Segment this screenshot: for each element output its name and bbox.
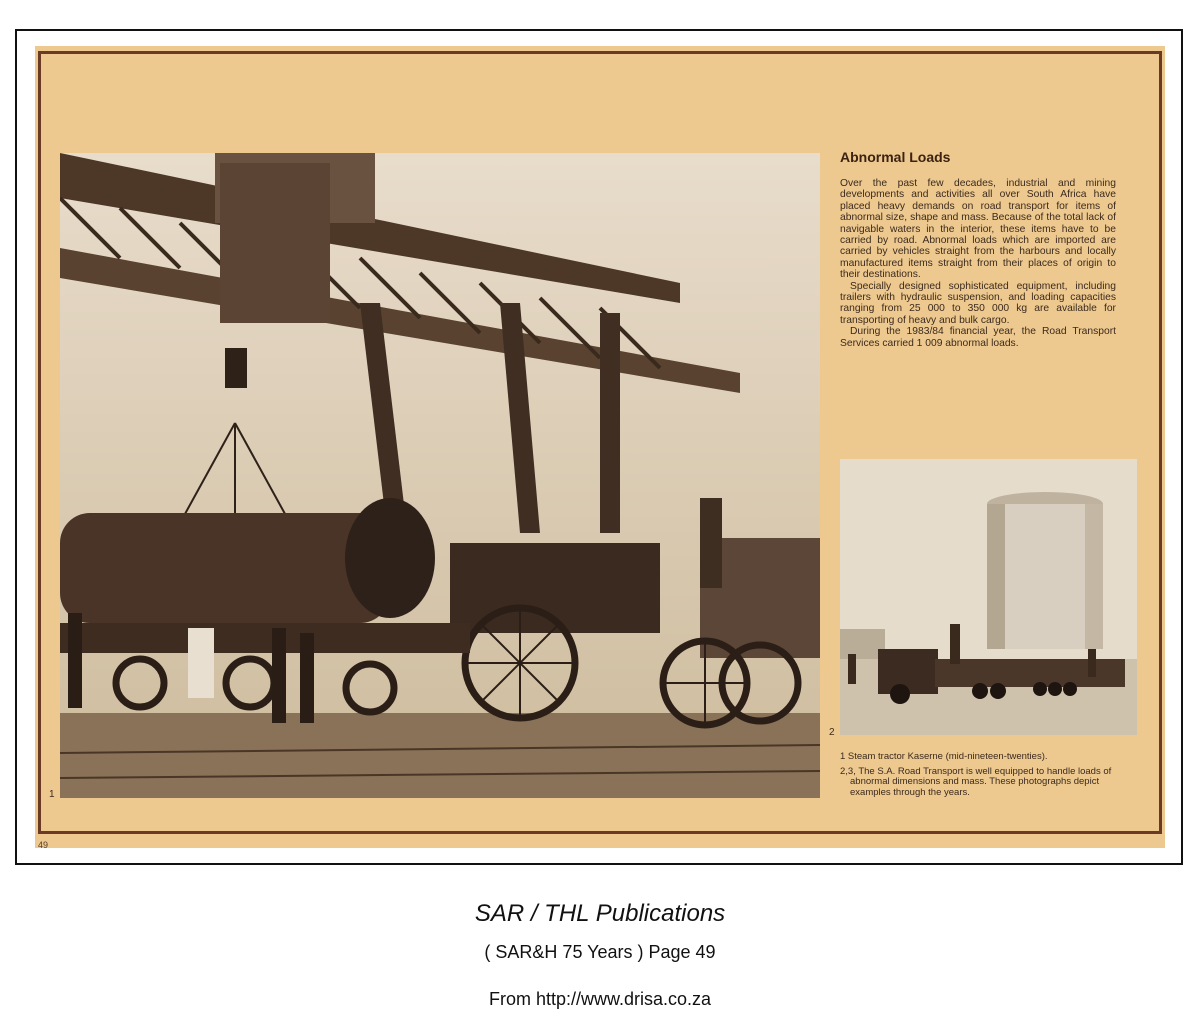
figure-number-2: 2 xyxy=(829,727,835,738)
photo-steam-tractor xyxy=(60,153,820,798)
photo-truck-tank xyxy=(840,459,1137,735)
source-line: From http://www.drisa.co.za xyxy=(488,989,712,1009)
caption-1: 1 Steam tractor Kaserne (mid-nineteen-twenties). xyxy=(840,751,1048,762)
article-paragraph: During the 1983/84 financial year, the Road Transport Services carried 1 009 abnormal loads. xyxy=(840,326,1116,349)
publication-subtitle: ( SAR&H 75 Years ) Page 49 xyxy=(484,942,716,962)
article-heading: Abnormal Loads xyxy=(840,149,951,165)
article-paragraph: Over the past few decades, industrial and mining developments and activities all over South Africa have placed heavy demands on road transport for items of abnormal size, shape and mass. Because of the total lack of navigable waters in the interior, these items have to be carried by road. Abnormal loads which are imported are carried by vehicles straight from the harbours and locally manufactured items straight from their places of origin to their destinations. xyxy=(840,178,1116,281)
caption-2: 2,3, The S.A. Road Transport is well equipped to handle loads of abnormal dimensions and mass. These photographs depict examples through the years. xyxy=(840,765,1112,798)
article-body xyxy=(840,178,1116,349)
publication-title: SAR / THL Publications xyxy=(474,900,726,927)
photo-captions xyxy=(840,752,1116,798)
page-number: 49 xyxy=(38,840,49,850)
figure-number-1: 1 xyxy=(49,789,55,800)
article-paragraph: Specially designed sophisticated equipment, including trailers with hydraulic suspension, and loading capacities ranging from 25 000 to 350 000 kg are available for transporting of heavy and bulk cargo. xyxy=(840,280,1116,326)
